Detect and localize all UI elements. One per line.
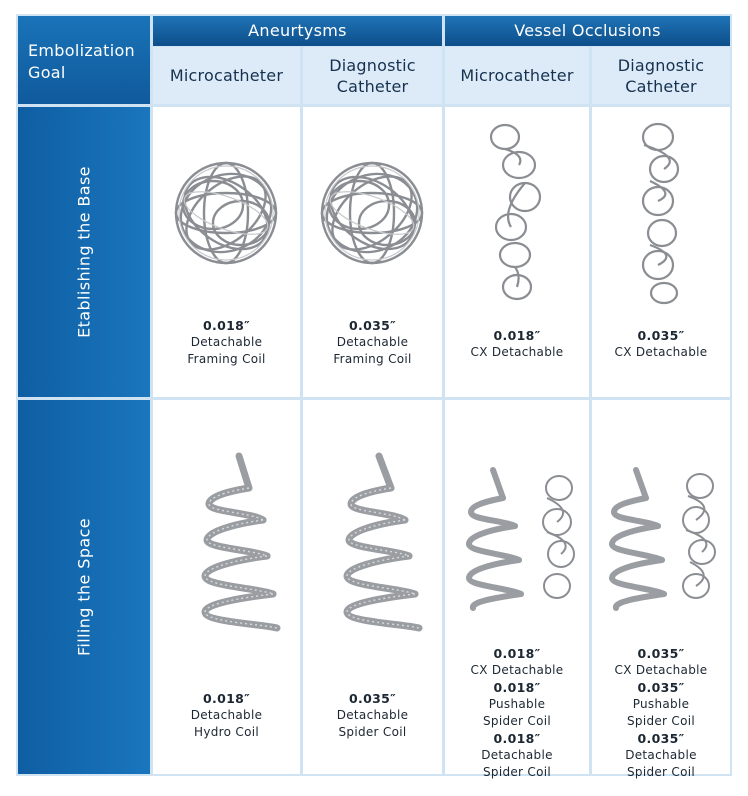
coil-desc: Detachable (190, 335, 263, 349)
coil-caption (303, 317, 442, 368)
coil-desc: Spider Coil (338, 725, 407, 739)
framing-coil-sphere-icon (303, 147, 442, 277)
coil-caption (592, 327, 730, 361)
coil-desc: Detachable (190, 708, 263, 722)
aneurysms-group-title: Aneurtysms (248, 21, 347, 40)
coil-desc: Detachable (625, 748, 697, 762)
framing-coil-sphere-icon (153, 147, 300, 277)
coil-size: 0.035″ (637, 680, 685, 695)
column-header-occlusion-microcatheter (445, 47, 589, 104)
coil-size: 0.018″ (203, 691, 250, 706)
vessel-occlusions-group-title: Vessel Occlusions (514, 21, 661, 40)
cell-fill-occlusion-micro (445, 400, 589, 779)
helical-coil-icon (303, 440, 442, 640)
coil-size: 0.035″ (637, 731, 685, 746)
helical-and-loop-coils-icon (445, 462, 589, 622)
coil-size: 0.018″ (203, 318, 250, 333)
column-header-label: Microcatheter (169, 66, 284, 85)
coil-desc: Detachable (336, 708, 409, 722)
coil-caption (153, 690, 300, 741)
coil-size: 0.018″ (493, 731, 541, 746)
helical-coil-icon (153, 440, 300, 640)
coil-size: 0.018″ (493, 646, 541, 661)
coil-desc: Spider Coil (482, 765, 551, 779)
row-label: Filling the Space (74, 517, 94, 657)
column-header-label: Diagnostic Catheter (329, 55, 416, 96)
vessel-occlusions-group-header (445, 16, 730, 46)
coil-caption (153, 317, 300, 368)
coil-size: 0.018″ (493, 680, 541, 695)
coil-selection-table (16, 14, 732, 779)
coil-desc: Pushable (632, 697, 690, 711)
row-header-establishing-base (18, 107, 150, 397)
row-label: Etablishing the Base (74, 166, 94, 338)
cell-base-aneurysm-diag (303, 107, 442, 397)
coil-size: 0.035″ (637, 646, 685, 661)
coil-size: 0.035″ (637, 328, 685, 343)
coil-desc: Detachable (336, 335, 409, 349)
cell-base-occlusion-micro (445, 107, 589, 397)
coil-caption-list (445, 645, 589, 781)
cell-base-occlusion-diag (592, 107, 730, 397)
coil-desc: CX Detachable (470, 345, 564, 359)
coil-desc: Detachable (481, 748, 553, 762)
cell-fill-aneurysm-diag (303, 400, 442, 774)
column-header-label: Microcatheter (460, 66, 574, 85)
coil-size: 0.035″ (349, 318, 396, 333)
coil-desc: Pushable (488, 697, 546, 711)
coil-desc: Framing Coil (187, 352, 266, 366)
embolization-goal-header (18, 16, 150, 104)
coil-size: 0.035″ (349, 691, 396, 706)
cell-fill-occlusion-diag (592, 400, 730, 779)
coil-size: 0.018″ (493, 328, 541, 343)
cx-coil-loops-icon (445, 115, 589, 310)
column-header-occlusion-diagnostic-catheter (592, 47, 730, 104)
coil-caption-list (592, 645, 730, 781)
helical-and-loop-coils-icon (592, 462, 730, 622)
embolization-goal-label: Embolization Goal (28, 41, 135, 82)
aneurysms-group-header (153, 16, 442, 46)
cell-base-aneurysm-micro (153, 107, 300, 397)
row-header-filling-space (18, 400, 150, 774)
coil-caption (445, 327, 589, 361)
coil-desc: CX Detachable (614, 345, 708, 359)
coil-desc: Spider Coil (626, 714, 695, 728)
coil-desc: Spider Coil (482, 714, 551, 728)
cx-coil-loops-icon (592, 115, 730, 310)
coil-caption (303, 690, 442, 741)
coil-desc: Spider Coil (626, 765, 695, 779)
coil-desc: Framing Coil (333, 352, 412, 366)
coil-desc: CX Detachable (470, 663, 564, 677)
coil-desc: Hydro Coil (194, 725, 259, 739)
coil-desc: CX Detachable (614, 663, 708, 677)
cell-fill-aneurysm-micro (153, 400, 300, 774)
column-header-label: Diagnostic Catheter (617, 55, 705, 96)
column-header-aneurysm-diagnostic-catheter (303, 47, 442, 104)
column-header-aneurysm-microcatheter (153, 47, 300, 104)
